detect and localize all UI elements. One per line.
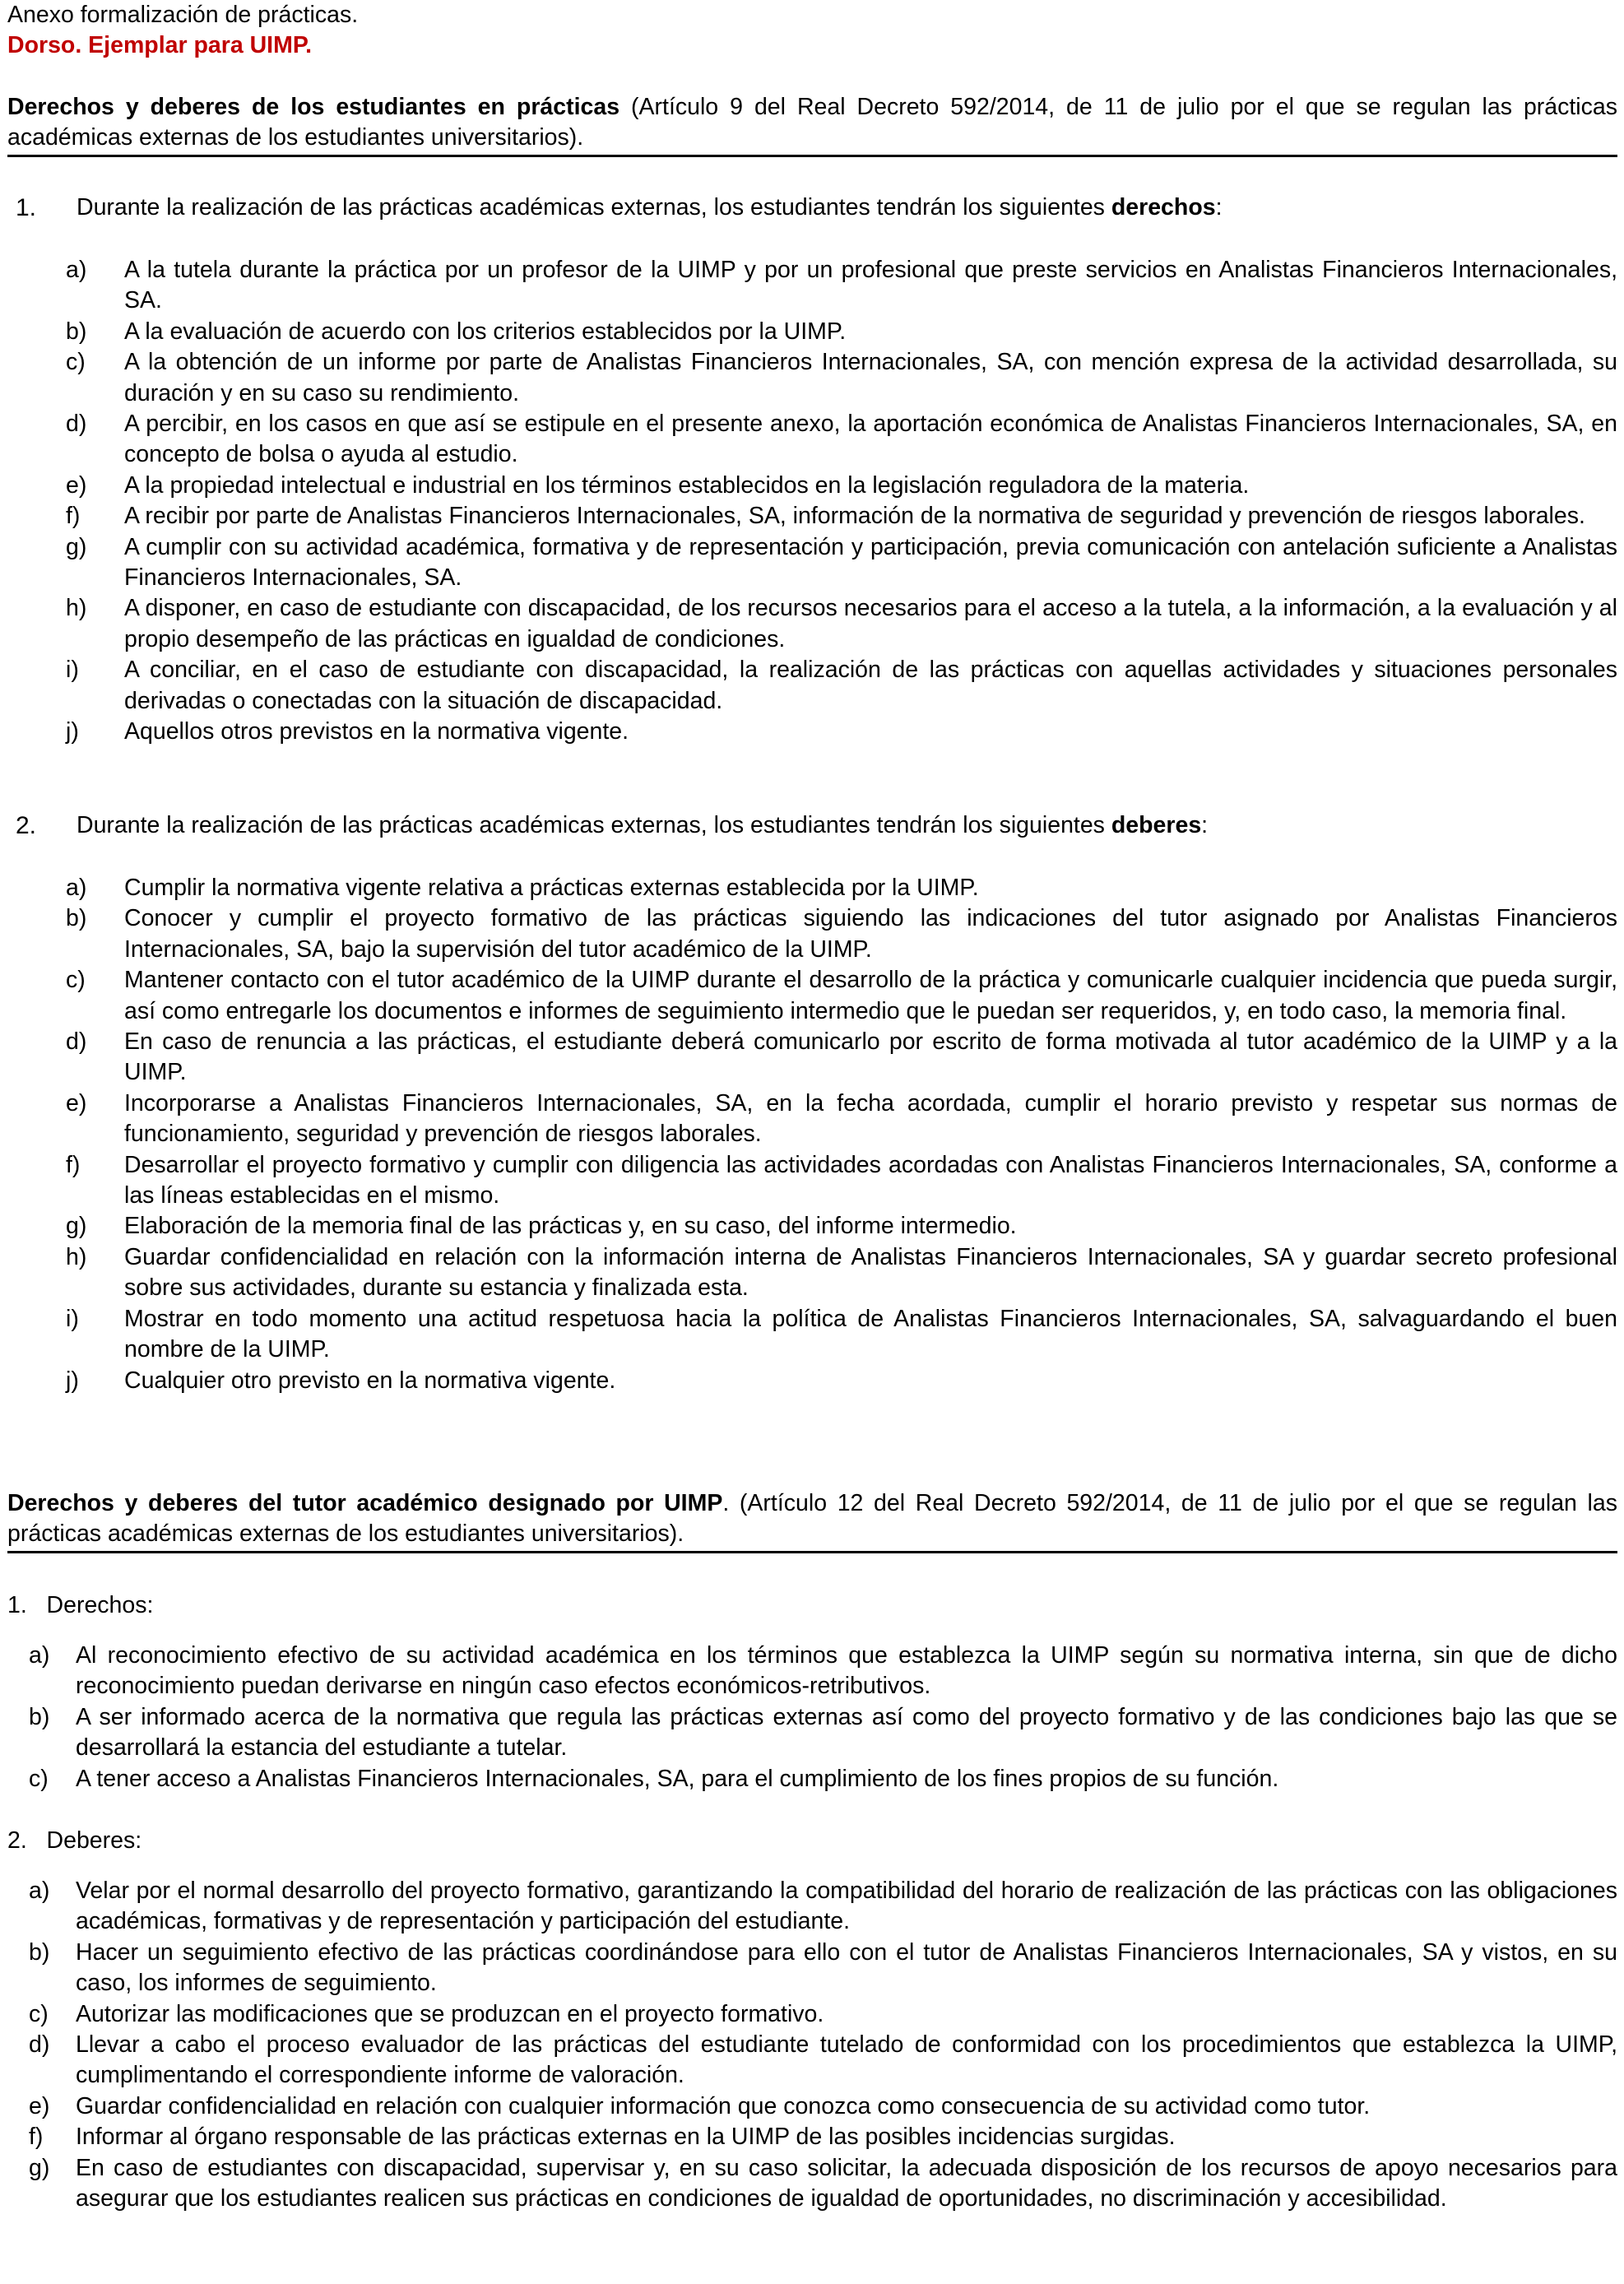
student-rights-list xyxy=(7,255,1617,748)
item-letter: j) xyxy=(66,718,79,745)
item-text: Guardar confidencialidad en relación con cualquier información que conozca como consecuencia de su actividad como tutor. xyxy=(76,2092,1371,2119)
annex-title: Anexo formalización de prácticas. xyxy=(7,2,359,28)
item-letter: g) xyxy=(66,1213,87,1240)
list-item xyxy=(7,1999,1617,2030)
rights-keyword: derechos xyxy=(1111,194,1216,221)
list-item xyxy=(7,317,1617,347)
item-letter: e) xyxy=(66,1089,87,1116)
item-letter: h) xyxy=(66,595,87,622)
item-letter: e) xyxy=(66,471,87,499)
item-text: Al reconocimiento efectivo de su actividad académica en los términos que establezca la UIMP según su normativa interna, sin que de dicho reconocimiento puedan derivarse en ningún caso efectos económicos-retributivos. xyxy=(76,1642,1617,1700)
item-letter: e) xyxy=(29,2092,50,2119)
item-text: A la obtención de un informe por parte de Analistas Financieros Internacionales, SA, con mención expresa de la actividad desarrollada, su duración y en su caso su rendimiento. xyxy=(124,349,1617,406)
item-text: Elaboración de la memoria final de las prácticas y, en su caso, del informe intermedio. xyxy=(124,1213,1017,1240)
item-text: Aquellos otros previstos en la normativa vigente. xyxy=(124,718,629,745)
list-item xyxy=(7,903,1617,965)
item-text: Llevar a cabo el proceso evaluador de las prácticas del estudiante tutelado de conformidad con los procedimientos que establezca la UIMP, cumplimentando el correspondiente informe de valoración. xyxy=(76,2031,1617,2089)
list-item xyxy=(7,1876,1617,1938)
item-letter: c) xyxy=(66,967,86,994)
student-rights-number: 1. xyxy=(16,194,37,221)
item-letter: d) xyxy=(66,411,87,438)
item-text: Cualquier otro previsto en la normativa vigente. xyxy=(124,1367,616,1394)
section-divider xyxy=(7,1551,1617,1553)
item-letter: a) xyxy=(66,875,87,901)
student-section-title-rest: (Artículo 9 del Real Decreto 592/2014, de 11 de julio por el que se regulan las prácticas académicas externas de los estudiantes universitarios). xyxy=(7,94,1617,151)
item-text: En caso de estudiantes con discapacidad, supervisar y, en su caso solicitar, la adecuada disposición de los recursos de apoyo necesarios para asegurar que los estudiantes realicen sus prácticas en condiciones de igualdad de oportunidades, no discriminación y accesibilidad. xyxy=(76,2154,1617,2212)
item-text: Desarrollar el proyecto formativo y cumplir con diligencia las actividades acordadas con Analistas Financieros Internacionales, SA, conforme a las líneas establecidas en el mismo. xyxy=(124,1151,1617,1209)
item-text: A disponer, en caso de estudiante con discapacidad, de los recursos necesarios para el acceso a la tutela, a la información, a la evaluación y al propio desempeño de las prácticas en igualdad de condiciones. xyxy=(124,595,1617,652)
student-duties-heading: Durante la realización de las prácticas académicas externas, los estudiantes tendrán los siguientes deberes: xyxy=(77,812,1209,838)
item-letter: d) xyxy=(66,1028,87,1056)
list-item xyxy=(7,1938,1617,1999)
item-letter: c) xyxy=(29,2000,49,2027)
student-section-title xyxy=(7,92,1617,154)
list-item xyxy=(7,471,1617,501)
list-item xyxy=(7,1211,1617,1242)
list-item xyxy=(7,2091,1617,2122)
list-item xyxy=(7,1027,1617,1089)
item-text: En caso de renuncia a las prácticas, el estudiante deberá comunicarlo por escrito de forma motivada al tutor académico de la UIMP y a la UIMP. xyxy=(124,1028,1617,1086)
list-item xyxy=(7,1242,1617,1304)
list-item xyxy=(7,1764,1617,1794)
item-text: Conocer y cumplir el proyecto formativo de las prácticas siguiendo las indicaciones del tutor asignado por Analistas Financieros Internacionales, SA, bajo la supervisión del tutor académico de la UIMP. xyxy=(124,905,1617,963)
list-item xyxy=(7,347,1617,409)
student-duties-list xyxy=(7,873,1617,1396)
item-letter: h) xyxy=(66,1243,87,1270)
list-item xyxy=(7,717,1617,747)
list-item xyxy=(7,965,1617,1027)
item-text: A recibir por parte de Analistas Financieros Internacionales, SA, información de la normativa de seguridad y prevención de riesgos laborales. xyxy=(124,503,1585,530)
item-letter: b) xyxy=(66,905,87,932)
student-rights-heading: Durante la realización de las prácticas académicas externas, los estudiantes tendrán los siguientes derechos: xyxy=(77,194,1223,221)
tutor-section-title xyxy=(7,1488,1617,1550)
tutor-rights-list xyxy=(7,1641,1617,1794)
item-text: A tener acceso a Analistas Financieros Internacionales, SA, para el cumplimiento de los fines propios de su función. xyxy=(76,1765,1279,1792)
item-text: A cumplir con su actividad académica, formativa y de representación y participación, previa comunicación con antelación suficiente a Analistas Financieros Internacionales, SA. xyxy=(124,533,1617,592)
list-item xyxy=(7,255,1617,317)
student-section-title-bold: Derechos y deberes de los estudiantes en prácticas xyxy=(7,94,620,120)
item-letter: i) xyxy=(66,1305,79,1332)
item-text: A la propiedad intelectual e industrial en los términos establecidos en la legislación reguladora de la materia. xyxy=(124,471,1250,499)
list-item xyxy=(7,873,1617,903)
item-letter: a) xyxy=(29,1642,50,1669)
tutor-section-title-bold: Derechos y deberes del tutor académico designado por UIMP xyxy=(7,1490,723,1516)
tutor-duties-heading: 2. Deberes: xyxy=(7,1827,142,1854)
item-letter: j) xyxy=(66,1367,79,1394)
item-letter: a) xyxy=(29,1878,50,1904)
item-text: Autorizar las modificaciones que se produzcan en el proyecto formativo. xyxy=(76,2000,824,2027)
item-letter: c) xyxy=(29,1765,49,1792)
item-letter: f) xyxy=(66,503,81,530)
list-item xyxy=(7,409,1617,471)
item-text: Velar por el normal desarrollo del proyecto formativo, garantizando la compatibilidad del horario de realización de las prácticas con las obligaciones académicas, formativas y de representación y participación del estudiante. xyxy=(76,1878,1617,1935)
item-text: Mostrar en todo momento una actitud respetuosa hacia la política de Analistas Financieros Internacionales, SA, salvaguardando el buen nombre de la UIMP. xyxy=(124,1305,1617,1363)
list-item xyxy=(7,1089,1617,1150)
item-letter: d) xyxy=(29,2031,50,2059)
section-divider xyxy=(7,155,1617,157)
duties-keyword: deberes xyxy=(1111,812,1202,838)
item-letter: i) xyxy=(66,657,79,684)
list-item xyxy=(7,532,1617,594)
list-item xyxy=(7,593,1617,655)
item-text: A ser informado acerca de la normativa que regula las prácticas externas así como del proyecto formativo y de las condiciones bajo las que se desarrollará la estancia del estudiante a tutelar. xyxy=(76,1703,1617,1762)
item-letter: b) xyxy=(66,318,87,345)
list-item xyxy=(7,1150,1617,1212)
list-item xyxy=(7,1304,1617,1366)
item-letter: f) xyxy=(66,1151,81,1178)
list-item xyxy=(7,2153,1617,2215)
item-letter: g) xyxy=(29,2154,50,2181)
tutor-duties-list xyxy=(7,1876,1617,2214)
item-letter: b) xyxy=(29,1703,50,1730)
item-letter: a) xyxy=(66,257,87,283)
tutor-rights-heading: 1. Derechos: xyxy=(7,1592,154,1618)
list-item xyxy=(7,2030,1617,2091)
item-text: Guardar confidencialidad en relación con la información interna de Analistas Financieros Internacionales, SA y guardar secreto profesional sobre sus actividades, durante su estancia y finalizada esta. xyxy=(124,1243,1617,1302)
student-duties-number: 2. xyxy=(16,812,37,839)
tutor-section-title-rest: . (Artículo 12 del Real Decreto 592/2014, de 11 de julio por el que se regulan las prácticas académicas externas de los estudiantes universitarios). xyxy=(7,1490,1617,1548)
list-item xyxy=(7,1366,1617,1396)
list-item xyxy=(7,1702,1617,1764)
item-letter: g) xyxy=(66,533,87,560)
item-letter: c) xyxy=(66,349,86,376)
list-item xyxy=(7,2122,1617,2152)
item-text: A la tutela durante la práctica por un profesor de la UIMP y por un profesional que preste servicios en Analistas Financieros Internacionales, SA. xyxy=(124,257,1617,314)
item-text: Cumplir la normativa vigente relativa a prácticas externas establecida por la UIMP. xyxy=(124,875,979,901)
item-text: Informar al órgano responsable de las prácticas externas en la UIMP de las posibles incidencias surgidas. xyxy=(76,2124,1176,2151)
list-item xyxy=(7,655,1617,717)
item-text: A la evaluación de acuerdo con los criterios establecidos por la UIMP. xyxy=(124,318,847,345)
item-text: Incorporarse a Analistas Financieros Internacionales, SA, en la fecha acordada, cumplir el horario previsto y respetar sus normas de funcionamiento, seguridad y prevención de riesgos laborales. xyxy=(124,1089,1617,1148)
item-text: Mantener contacto con el tutor académico de la UIMP durante el desarrollo de la práctica y comunicarle cualquier incidencia que pueda surgir, así como entregarle los documentos e informes de seguimiento intermedio que le puedan ser requeridos, y, en todo caso, la memoria final. xyxy=(124,967,1617,1024)
item-letter: b) xyxy=(29,1938,50,1966)
item-text: Hacer un seguimiento efectivo de las prácticas coordinándose para ello con el tutor de Analistas Financieros Internacionales, SA y vistos, en su caso, los informes de seguimiento. xyxy=(76,1938,1617,1997)
item-letter: f) xyxy=(29,2124,44,2151)
list-item xyxy=(7,501,1617,532)
copy-designation: Dorso. Ejemplar para UIMP. xyxy=(7,32,313,58)
item-text: A percibir, en los casos en que así se estipule en el presente anexo, la aportación económica de Analistas Financieros Internacionales, SA, en concepto de bolsa o ayuda al estudio. xyxy=(124,411,1617,468)
item-text: A conciliar, en el caso de estudiante con discapacidad, la realización de las prácticas con aquellas actividades y situaciones personales derivadas o conectadas con la situación de discapacidad. xyxy=(124,657,1617,714)
list-item xyxy=(7,1641,1617,1702)
